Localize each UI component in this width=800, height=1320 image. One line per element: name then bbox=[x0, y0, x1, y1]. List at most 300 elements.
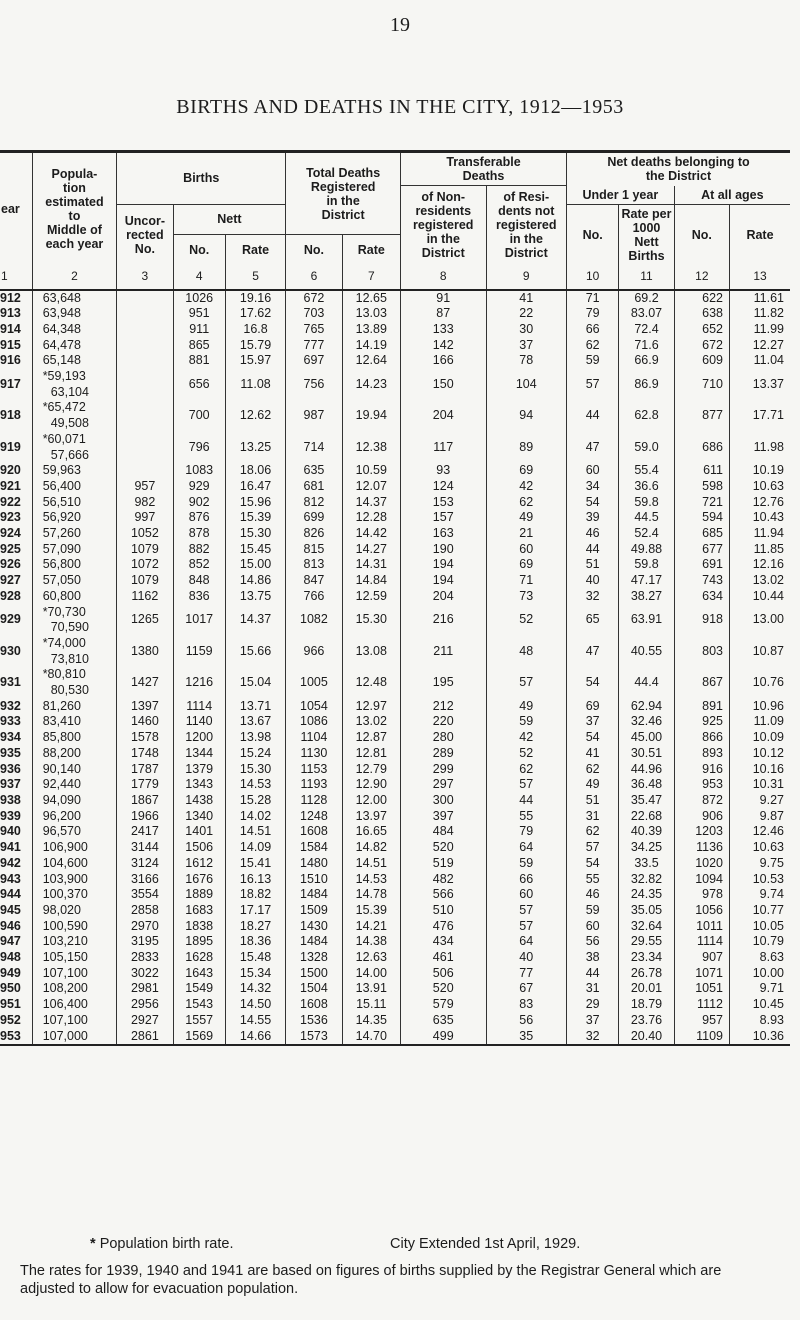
infant-rate-cell: 66.9 bbox=[619, 353, 674, 369]
residents-not-registered-cell: 79 bbox=[486, 824, 567, 840]
population-cell bbox=[32, 369, 117, 400]
non-residents-deaths-cell: 157 bbox=[400, 510, 486, 526]
net-death-rate-cell: 10.09 bbox=[730, 730, 791, 746]
total-deaths-cell: 1086 bbox=[286, 714, 342, 730]
death-rate-cell: 16.65 bbox=[342, 824, 400, 840]
non-residents-deaths-cell: 117 bbox=[400, 432, 486, 463]
infant-deaths-cell: 47 bbox=[567, 636, 619, 667]
infant-deaths-cell: 51 bbox=[567, 557, 619, 573]
residents-not-registered-cell: 78 bbox=[486, 353, 567, 369]
uncorrected-births-cell: 1162 bbox=[117, 589, 173, 605]
net-deaths-cell: 598 bbox=[674, 479, 729, 495]
nett-births-cell: 1379 bbox=[173, 762, 225, 778]
infant-rate-cell: 23.76 bbox=[619, 1013, 674, 1029]
year-cell: 940 bbox=[0, 824, 21, 839]
year-cell: 946 bbox=[0, 918, 21, 933]
infant-deaths-cell: 47 bbox=[567, 432, 619, 463]
infant-deaths-cell: 65 bbox=[567, 605, 619, 636]
nett-births-cell: 1889 bbox=[173, 887, 225, 903]
net-deaths-cell: 1051 bbox=[674, 981, 729, 997]
year-cell: 941 bbox=[0, 840, 21, 855]
population-cell: 88,200 bbox=[32, 746, 117, 762]
death-rate-cell: 14.82 bbox=[342, 840, 400, 856]
total-deaths-cell: 777 bbox=[286, 338, 342, 354]
nett-births-cell: 1557 bbox=[173, 1013, 225, 1029]
birth-rate-cell: 15.97 bbox=[225, 353, 285, 369]
net-death-rate-cell: 12.46 bbox=[730, 824, 791, 840]
infant-deaths-cell: 51 bbox=[567, 793, 619, 809]
year-cell: 929 bbox=[0, 612, 21, 627]
residents-not-registered-cell: 83 bbox=[486, 997, 567, 1013]
infant-deaths-cell: 39 bbox=[567, 510, 619, 526]
birth-rate-cell: 17.62 bbox=[225, 306, 285, 322]
total-deaths-cell: 813 bbox=[286, 557, 342, 573]
death-rate-cell: 14.23 bbox=[342, 369, 400, 400]
nett-births-cell: 878 bbox=[173, 526, 225, 542]
total-deaths-cell: 812 bbox=[286, 495, 342, 511]
death-rate-cell: 14.31 bbox=[342, 557, 400, 573]
population-cell: 104,600 bbox=[32, 856, 117, 872]
birth-rate-cell: 14.37 bbox=[225, 605, 285, 636]
header-all-ages-rate: Rate bbox=[730, 204, 791, 265]
infant-deaths-cell: 31 bbox=[567, 809, 619, 825]
birth-rate-cell: 15.34 bbox=[225, 966, 285, 982]
year-cell: 938 bbox=[0, 793, 21, 807]
infant-deaths-cell: 54 bbox=[567, 730, 619, 746]
birth-rate-cell: 13.71 bbox=[225, 699, 285, 715]
year-cell: 919 bbox=[0, 439, 21, 454]
death-rate-cell: 14.70 bbox=[342, 1029, 400, 1046]
population-cell: 56,800 bbox=[32, 557, 117, 573]
infant-rate-cell: 20.40 bbox=[619, 1029, 674, 1046]
death-rate-cell: 12.64 bbox=[342, 353, 400, 369]
non-residents-deaths-cell: 166 bbox=[400, 353, 486, 369]
total-deaths-cell: 697 bbox=[286, 353, 342, 369]
nett-births-cell: 1026 bbox=[173, 290, 225, 307]
nett-births-cell: 1683 bbox=[173, 903, 225, 919]
year-cell: 923 bbox=[0, 510, 21, 525]
non-residents-deaths-cell: 499 bbox=[400, 1029, 486, 1046]
population-estimate: *80,810 bbox=[42, 667, 86, 682]
table-row bbox=[0, 872, 790, 888]
net-death-rate-cell: 11.09 bbox=[730, 714, 791, 730]
uncorrected-births-cell bbox=[117, 432, 173, 463]
header-all-ages-no: No. bbox=[674, 204, 729, 265]
net-death-rate-cell: 9.87 bbox=[730, 809, 791, 825]
birth-rate-cell: 15.00 bbox=[225, 557, 285, 573]
year-cell: 924 bbox=[0, 526, 21, 541]
net-death-rate-cell: 10.12 bbox=[730, 746, 791, 762]
year-cell: 934 bbox=[0, 730, 21, 745]
infant-rate-cell: 72.4 bbox=[619, 322, 674, 338]
net-death-rate-cell: 9.71 bbox=[730, 981, 791, 997]
nett-births-cell: 1344 bbox=[173, 746, 225, 762]
year-cell: 952 bbox=[0, 1012, 21, 1027]
residents-not-registered-cell: 64 bbox=[486, 840, 567, 856]
infant-rate-cell: 44.5 bbox=[619, 510, 674, 526]
table-row bbox=[0, 306, 790, 322]
table-row bbox=[0, 589, 790, 605]
population-cell: 103,210 bbox=[32, 934, 117, 950]
birth-rate-cell: 15.48 bbox=[225, 950, 285, 966]
death-rate-cell: 14.21 bbox=[342, 919, 400, 935]
infant-rate-cell: 44.96 bbox=[619, 762, 674, 778]
uncorrected-births-cell: 2927 bbox=[117, 1013, 173, 1029]
infant-rate-cell: 59.8 bbox=[619, 495, 674, 511]
total-deaths-cell: 766 bbox=[286, 589, 342, 605]
population-cell: 92,440 bbox=[32, 777, 117, 793]
year-cell: 915 bbox=[0, 337, 21, 352]
net-deaths-cell: 916 bbox=[674, 762, 729, 778]
non-residents-deaths-cell: 163 bbox=[400, 526, 486, 542]
non-residents-deaths-cell: 289 bbox=[400, 746, 486, 762]
infant-deaths-cell: 44 bbox=[567, 966, 619, 982]
header-nett: Nett bbox=[173, 204, 286, 235]
uncorrected-births-cell: 1079 bbox=[117, 542, 173, 558]
residents-not-registered-cell: 57 bbox=[486, 667, 567, 698]
infant-deaths-cell: 31 bbox=[567, 981, 619, 997]
infant-rate-cell: 29.55 bbox=[619, 934, 674, 950]
nett-births-cell: 929 bbox=[173, 479, 225, 495]
death-rate-cell: 10.59 bbox=[342, 463, 400, 479]
death-rate-cell: 14.00 bbox=[342, 966, 400, 982]
net-death-rate-cell: 10.00 bbox=[730, 966, 791, 982]
population-estimate: *60,071 bbox=[42, 431, 86, 446]
net-deaths-cell: 925 bbox=[674, 714, 729, 730]
non-residents-deaths-cell: 195 bbox=[400, 667, 486, 698]
population-estimate: *59,193 bbox=[42, 369, 86, 384]
residents-not-registered-cell: 94 bbox=[486, 400, 567, 431]
population-estimate: *65,472 bbox=[42, 400, 86, 415]
birth-rate-cell: 15.79 bbox=[225, 338, 285, 354]
infant-deaths-cell: 54 bbox=[567, 856, 619, 872]
year-cell: 921 bbox=[0, 478, 21, 493]
birth-rate-cell: 15.24 bbox=[225, 746, 285, 762]
uncorrected-births-cell: 2956 bbox=[117, 997, 173, 1013]
non-residents-deaths-cell: 484 bbox=[400, 824, 486, 840]
net-deaths-cell: 877 bbox=[674, 400, 729, 431]
total-deaths-cell: 672 bbox=[286, 290, 342, 307]
year-cell: 949 bbox=[0, 965, 21, 980]
infant-rate-cell: 83.07 bbox=[619, 306, 674, 322]
infant-rate-cell: 18.79 bbox=[619, 997, 674, 1013]
net-death-rate-cell: 11.94 bbox=[730, 526, 791, 542]
nett-births-cell: 882 bbox=[173, 542, 225, 558]
net-death-rate-cell: 10.16 bbox=[730, 762, 791, 778]
non-residents-deaths-cell: 93 bbox=[400, 463, 486, 479]
net-death-rate-cell: 10.63 bbox=[730, 840, 791, 856]
uncorrected-births-cell: 1748 bbox=[117, 746, 173, 762]
table-row bbox=[0, 667, 790, 698]
population-cell bbox=[32, 400, 117, 431]
year-cell: 948 bbox=[0, 950, 21, 965]
net-deaths-cell: 953 bbox=[674, 777, 729, 793]
nett-births-cell: 656 bbox=[173, 369, 225, 400]
death-rate-cell: 12.97 bbox=[342, 699, 400, 715]
population-cell: 64,478 bbox=[32, 338, 117, 354]
column-number: 3 bbox=[117, 265, 173, 290]
uncorrected-births-cell bbox=[117, 290, 173, 307]
nett-births-cell: 1549 bbox=[173, 981, 225, 997]
non-residents-deaths-cell: 280 bbox=[400, 730, 486, 746]
table-row bbox=[0, 369, 790, 400]
non-residents-deaths-cell: 461 bbox=[400, 950, 486, 966]
residents-not-registered-cell: 64 bbox=[486, 934, 567, 950]
infant-deaths-cell: 62 bbox=[567, 338, 619, 354]
population-alt-estimate: 49,508 bbox=[50, 416, 89, 431]
population-cell: 57,090 bbox=[32, 542, 117, 558]
death-rate-cell: 14.38 bbox=[342, 934, 400, 950]
net-death-rate-cell: 10.31 bbox=[730, 777, 791, 793]
infant-deaths-cell: 34 bbox=[567, 479, 619, 495]
birth-rate-cell: 16.47 bbox=[225, 479, 285, 495]
residents-not-registered-cell: 104 bbox=[486, 369, 567, 400]
year-cell: 926 bbox=[0, 557, 21, 572]
non-residents-deaths-cell: 635 bbox=[400, 1013, 486, 1029]
net-deaths-cell: 906 bbox=[674, 809, 729, 825]
year-cell: 931 bbox=[0, 675, 21, 690]
infant-rate-cell: 55.4 bbox=[619, 463, 674, 479]
year-cell: 937 bbox=[0, 777, 21, 792]
year-cell: 944 bbox=[0, 887, 21, 902]
table-row bbox=[0, 432, 790, 463]
infant-deaths-cell: 32 bbox=[567, 1029, 619, 1046]
nett-births-cell: 1628 bbox=[173, 950, 225, 966]
infant-rate-cell: 35.05 bbox=[619, 903, 674, 919]
non-residents-deaths-cell: 153 bbox=[400, 495, 486, 511]
nett-births-cell: 852 bbox=[173, 557, 225, 573]
net-deaths-cell: 685 bbox=[674, 526, 729, 542]
total-deaths-cell: 1573 bbox=[286, 1029, 342, 1046]
total-deaths-cell: 1328 bbox=[286, 950, 342, 966]
table-row bbox=[0, 840, 790, 856]
nett-births-cell: 1140 bbox=[173, 714, 225, 730]
net-death-rate-cell: 10.44 bbox=[730, 589, 791, 605]
infant-deaths-cell: 40 bbox=[567, 573, 619, 589]
non-residents-deaths-cell: 506 bbox=[400, 966, 486, 982]
residents-not-registered-cell: 59 bbox=[486, 856, 567, 872]
table-row bbox=[0, 856, 790, 872]
uncorrected-births-cell: 2417 bbox=[117, 824, 173, 840]
infant-deaths-cell: 54 bbox=[567, 667, 619, 698]
net-death-rate-cell: 10.63 bbox=[730, 479, 791, 495]
death-rate-cell: 15.30 bbox=[342, 605, 400, 636]
infant-rate-cell: 34.25 bbox=[619, 840, 674, 856]
header-net-deaths: Net deaths belonging to the District bbox=[567, 152, 791, 186]
residents-not-registered-cell: 52 bbox=[486, 746, 567, 762]
infant-deaths-cell: 69 bbox=[567, 699, 619, 715]
non-residents-deaths-cell: 133 bbox=[400, 322, 486, 338]
nett-births-cell: 1340 bbox=[173, 809, 225, 825]
table-row bbox=[0, 463, 790, 479]
net-deaths-cell: 1011 bbox=[674, 919, 729, 935]
net-death-rate-cell: 13.02 bbox=[730, 573, 791, 589]
table-row bbox=[0, 714, 790, 730]
death-rate-cell: 12.81 bbox=[342, 746, 400, 762]
total-deaths-cell: 1500 bbox=[286, 966, 342, 982]
residents-not-registered-cell: 22 bbox=[486, 306, 567, 322]
year-cell: 918 bbox=[0, 408, 21, 423]
non-residents-deaths-cell: 520 bbox=[400, 981, 486, 997]
header-transferable-deaths: Transferable Deaths bbox=[400, 152, 566, 186]
net-death-rate-cell: 10.19 bbox=[730, 463, 791, 479]
year-cell: 922 bbox=[0, 494, 21, 509]
uncorrected-births-cell: 1787 bbox=[117, 762, 173, 778]
births-deaths-table bbox=[0, 150, 790, 1046]
table-row bbox=[0, 919, 790, 935]
infant-deaths-cell: 57 bbox=[567, 840, 619, 856]
net-death-rate-cell: 10.76 bbox=[730, 667, 791, 698]
net-death-rate-cell: 10.87 bbox=[730, 636, 791, 667]
year-cell: 947 bbox=[0, 934, 21, 949]
uncorrected-births-cell: 1779 bbox=[117, 777, 173, 793]
death-rate-cell: 14.27 bbox=[342, 542, 400, 558]
footnote-rates: The rates for 1939, 1940 and 1941 are based on figures of births supplied by the Registrar General which are adjusted to allow for evacuation population. bbox=[20, 1263, 722, 1297]
birth-rate-cell: 14.55 bbox=[225, 1013, 285, 1029]
death-rate-cell: 14.78 bbox=[342, 887, 400, 903]
infant-rate-cell: 62.94 bbox=[619, 699, 674, 715]
total-deaths-cell: 1484 bbox=[286, 934, 342, 950]
nett-births-cell: 951 bbox=[173, 306, 225, 322]
birth-rate-cell: 11.08 bbox=[225, 369, 285, 400]
total-deaths-cell: 1130 bbox=[286, 746, 342, 762]
residents-not-registered-cell: 57 bbox=[486, 777, 567, 793]
column-number: 12 bbox=[674, 265, 729, 290]
table-row bbox=[0, 966, 790, 982]
nett-births-cell: 1676 bbox=[173, 872, 225, 888]
table-row bbox=[0, 824, 790, 840]
table-row bbox=[0, 1013, 790, 1029]
year-cell: 950 bbox=[0, 981, 21, 996]
population-cell: 100,590 bbox=[32, 919, 117, 935]
population-cell: 108,200 bbox=[32, 981, 117, 997]
infant-deaths-cell: 41 bbox=[567, 746, 619, 762]
uncorrected-births-cell bbox=[117, 400, 173, 431]
infant-deaths-cell: 79 bbox=[567, 306, 619, 322]
net-deaths-cell: 672 bbox=[674, 338, 729, 354]
total-deaths-cell: 826 bbox=[286, 526, 342, 542]
year-cell: 913 bbox=[0, 306, 21, 321]
residents-not-registered-cell: 69 bbox=[486, 557, 567, 573]
column-number: 6 bbox=[286, 265, 342, 290]
table-row bbox=[0, 903, 790, 919]
year-cell: 936 bbox=[0, 761, 21, 776]
infant-rate-cell: 69.2 bbox=[619, 290, 674, 307]
table-row bbox=[0, 981, 790, 997]
nett-births-cell: 1569 bbox=[173, 1029, 225, 1046]
year-cell: 932 bbox=[0, 698, 21, 713]
total-deaths-cell: 1005 bbox=[286, 667, 342, 698]
non-residents-deaths-cell: 204 bbox=[400, 400, 486, 431]
uncorrected-births-cell bbox=[117, 369, 173, 400]
non-residents-deaths-cell: 87 bbox=[400, 306, 486, 322]
birth-rate-cell: 18.06 bbox=[225, 463, 285, 479]
table-row bbox=[0, 542, 790, 558]
infant-rate-cell: 47.17 bbox=[619, 573, 674, 589]
footnote-city-extended: City Extended 1st April, 1929. bbox=[390, 1236, 581, 1252]
year-cell: 953 bbox=[0, 1029, 32, 1046]
death-rate-cell: 14.37 bbox=[342, 495, 400, 511]
net-deaths-cell: 677 bbox=[674, 542, 729, 558]
population-cell: 94,090 bbox=[32, 793, 117, 809]
net-deaths-cell: 1109 bbox=[674, 1029, 729, 1046]
nett-births-cell: 1401 bbox=[173, 824, 225, 840]
total-deaths-cell: 1504 bbox=[286, 981, 342, 997]
infant-rate-cell: 38.27 bbox=[619, 589, 674, 605]
non-residents-deaths-cell: 142 bbox=[400, 338, 486, 354]
birth-rate-cell: 15.28 bbox=[225, 793, 285, 809]
residents-not-registered-cell: 57 bbox=[486, 903, 567, 919]
year-cell: 927 bbox=[0, 573, 21, 588]
header-nett-no: No. bbox=[173, 235, 225, 265]
header-uncorrected: Uncor- rected No. bbox=[117, 204, 173, 265]
population-cell: 56,510 bbox=[32, 495, 117, 511]
table-row bbox=[0, 793, 790, 809]
net-death-rate-cell: 9.74 bbox=[730, 887, 791, 903]
infant-rate-cell: 62.8 bbox=[619, 400, 674, 431]
population-alt-estimate: 63,104 bbox=[50, 384, 89, 399]
infant-rate-cell: 32.64 bbox=[619, 919, 674, 935]
non-residents-deaths-cell: 566 bbox=[400, 887, 486, 903]
birth-rate-cell: 15.96 bbox=[225, 495, 285, 511]
residents-not-registered-cell: 35 bbox=[486, 1029, 567, 1046]
population-cell: 107,000 bbox=[32, 1029, 117, 1046]
non-residents-deaths-cell: 579 bbox=[400, 997, 486, 1013]
uncorrected-births-cell: 1265 bbox=[117, 605, 173, 636]
death-rate-cell: 12.48 bbox=[342, 667, 400, 698]
total-deaths-cell: 966 bbox=[286, 636, 342, 667]
net-deaths-cell: 1094 bbox=[674, 872, 729, 888]
death-rate-cell: 15.39 bbox=[342, 903, 400, 919]
non-residents-deaths-cell: 220 bbox=[400, 714, 486, 730]
death-rate-cell: 12.28 bbox=[342, 510, 400, 526]
total-deaths-cell: 1248 bbox=[286, 809, 342, 825]
header-residents-not: of Resi- dents not registered in the District bbox=[486, 186, 567, 265]
residents-not-registered-cell: 49 bbox=[486, 510, 567, 526]
net-deaths-cell: 743 bbox=[674, 573, 729, 589]
non-residents-deaths-cell: 476 bbox=[400, 919, 486, 935]
year-cell: 942 bbox=[0, 855, 21, 870]
nett-births-cell: 1017 bbox=[173, 605, 225, 636]
birth-rate-cell: 14.51 bbox=[225, 824, 285, 840]
footnote-population bbox=[90, 1236, 790, 1252]
birth-rate-cell: 16.13 bbox=[225, 872, 285, 888]
table-row bbox=[0, 479, 790, 495]
net-death-rate-cell: 11.98 bbox=[730, 432, 791, 463]
non-residents-deaths-cell: 482 bbox=[400, 872, 486, 888]
net-deaths-cell: 866 bbox=[674, 730, 729, 746]
infant-deaths-cell: 44 bbox=[567, 400, 619, 431]
year-cell: 939 bbox=[0, 808, 21, 823]
infant-rate-cell: 20.01 bbox=[619, 981, 674, 997]
infant-deaths-cell: 71 bbox=[567, 290, 619, 307]
year-cell: 914 bbox=[0, 321, 21, 336]
table-row bbox=[0, 573, 790, 589]
population-cell: 106,400 bbox=[32, 997, 117, 1013]
birth-rate-cell: 15.41 bbox=[225, 856, 285, 872]
total-deaths-cell: 847 bbox=[286, 573, 342, 589]
death-rate-cell: 12.59 bbox=[342, 589, 400, 605]
net-death-rate-cell: 10.79 bbox=[730, 934, 791, 950]
uncorrected-births-cell: 1460 bbox=[117, 714, 173, 730]
infant-rate-cell: 40.55 bbox=[619, 636, 674, 667]
birth-rate-cell: 16.8 bbox=[225, 322, 285, 338]
non-residents-deaths-cell: 211 bbox=[400, 636, 486, 667]
infant-deaths-cell: 55 bbox=[567, 872, 619, 888]
population-cell bbox=[32, 605, 117, 636]
net-deaths-cell: 1112 bbox=[674, 997, 729, 1013]
residents-not-registered-cell: 59 bbox=[486, 714, 567, 730]
